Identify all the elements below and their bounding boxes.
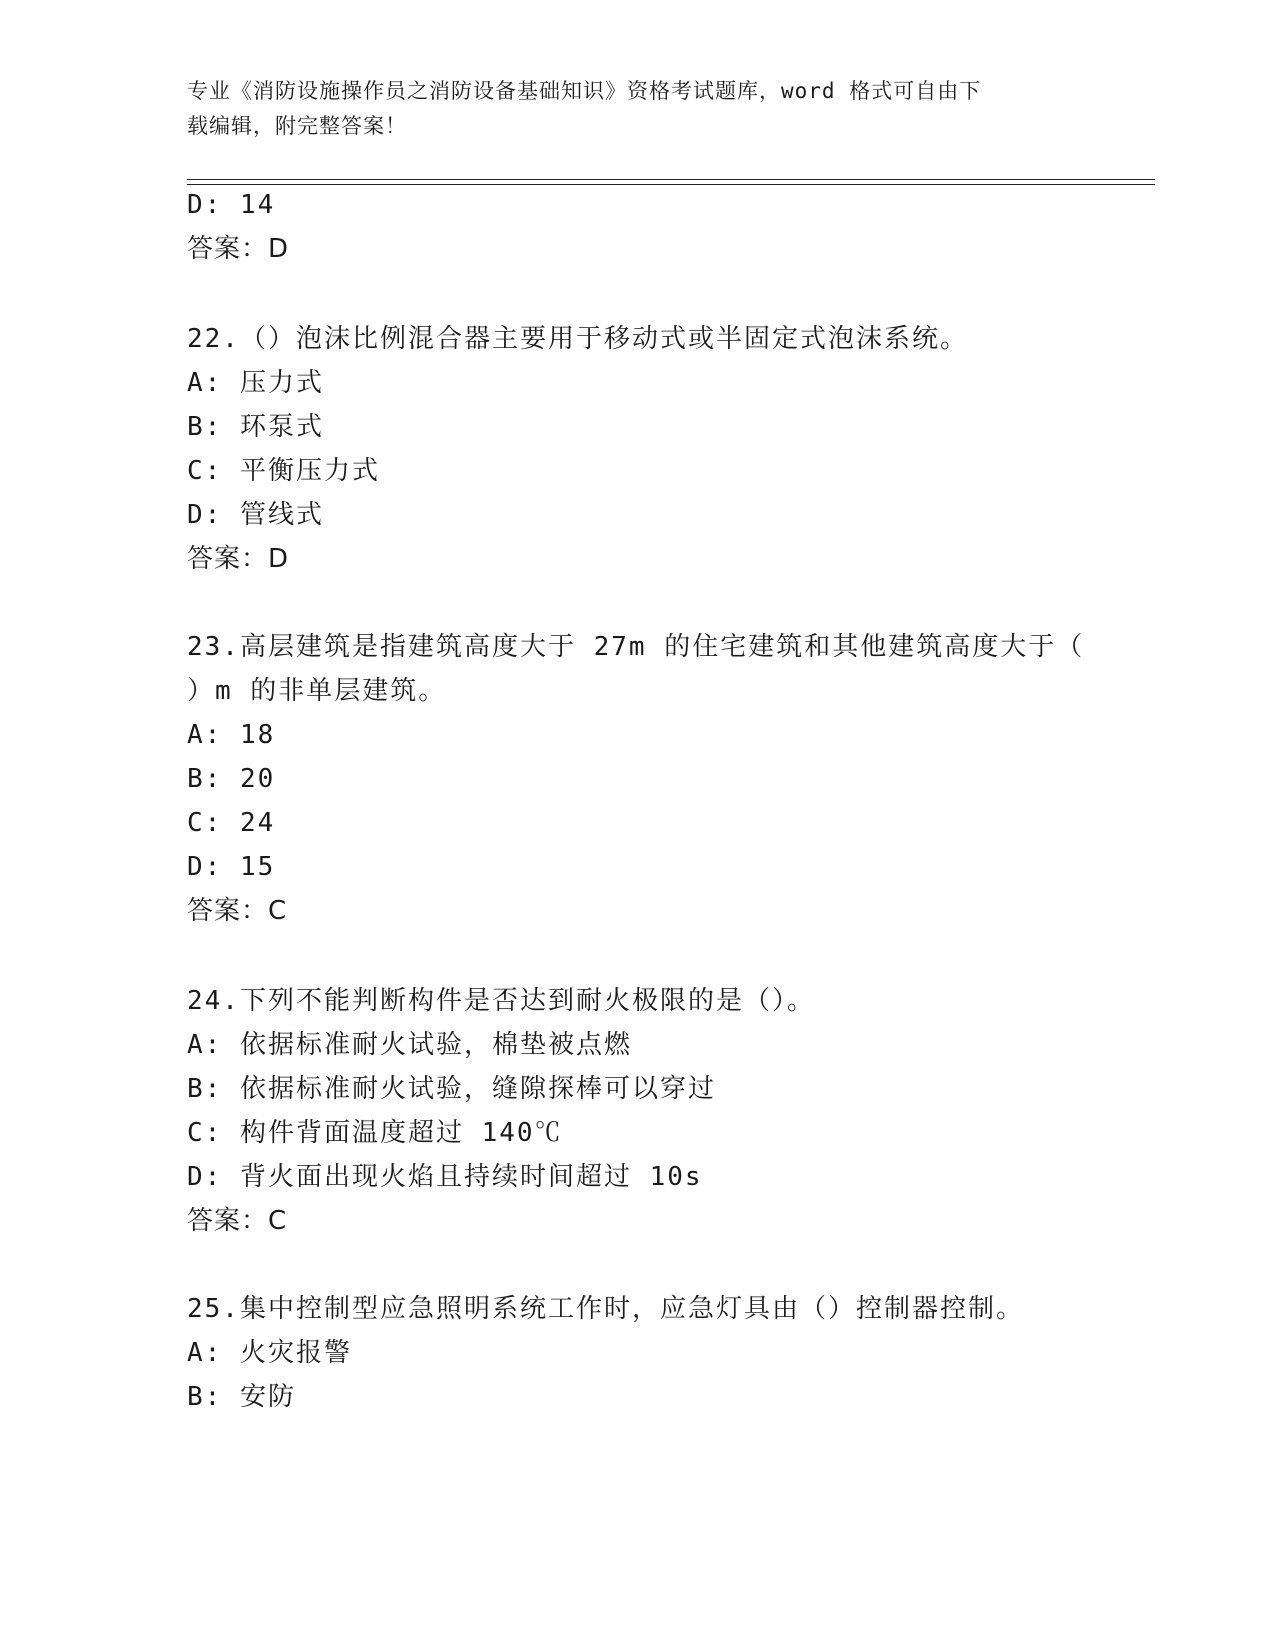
header-line-1: 专业《消防设施操作员之消防设备基础知识》资格考试题库，word 格式可自由下 xyxy=(187,79,982,103)
q24-option-a: A: 依据标准耐火试验，棉垫被点燃 xyxy=(187,1030,632,1060)
q22-stem: 22.（）泡沫比例混合器主要用于移动式或半固定式泡沫系统。 xyxy=(187,324,968,354)
prev-question-answer: 答案：D xyxy=(187,234,290,264)
q23-stem-line-2: ）m 的非单层建筑。 xyxy=(187,676,447,706)
document-header xyxy=(187,74,1087,144)
q22-answer: 答案：D xyxy=(187,544,290,574)
q25-stem: 25.集中控制型应急照明系统工作时，应急灯具由（）控制器控制。 xyxy=(187,1294,1024,1324)
q23-option-c: C: 24 xyxy=(187,808,276,838)
header-line-2: 载编辑，附完整答案！ xyxy=(187,114,407,138)
q23-option-d: D: 15 xyxy=(187,852,276,882)
prev-question-option-d: D: 14 xyxy=(187,190,276,220)
q24-stem: 24.下列不能判断构件是否达到耐火极限的是（）。 xyxy=(187,986,815,1016)
header-divider-top xyxy=(187,179,1155,180)
q22-option-b: B: 环泵式 xyxy=(187,412,324,442)
q24-option-b: B: 依据标准耐火试验，缝隙探棒可以穿过 xyxy=(187,1074,716,1104)
q23-answer: 答案：C xyxy=(187,896,288,926)
q23-option-b: B: 20 xyxy=(187,764,276,794)
q22-option-a: A: 压力式 xyxy=(187,368,324,398)
q22-option-d: D: 管线式 xyxy=(187,500,324,530)
q24-option-c: C: 构件背面温度超过 140℃ xyxy=(187,1118,563,1148)
q24-answer: 答案：C xyxy=(187,1206,288,1236)
q23-stem-line-1: 23.高层建筑是指建筑高度大于 27m 的住宅建筑和其他建筑高度大于（ xyxy=(187,632,1085,662)
q23-option-a: A: 18 xyxy=(187,720,276,750)
header-divider-bottom xyxy=(187,184,1155,185)
q25-option-a: A: 火灾报警 xyxy=(187,1338,352,1368)
q25-option-b: B: 安防 xyxy=(187,1382,296,1412)
q22-option-c: C: 平衡压力式 xyxy=(187,456,380,486)
q24-option-d: D: 背火面出现火焰且持续时间超过 10s xyxy=(187,1162,703,1192)
